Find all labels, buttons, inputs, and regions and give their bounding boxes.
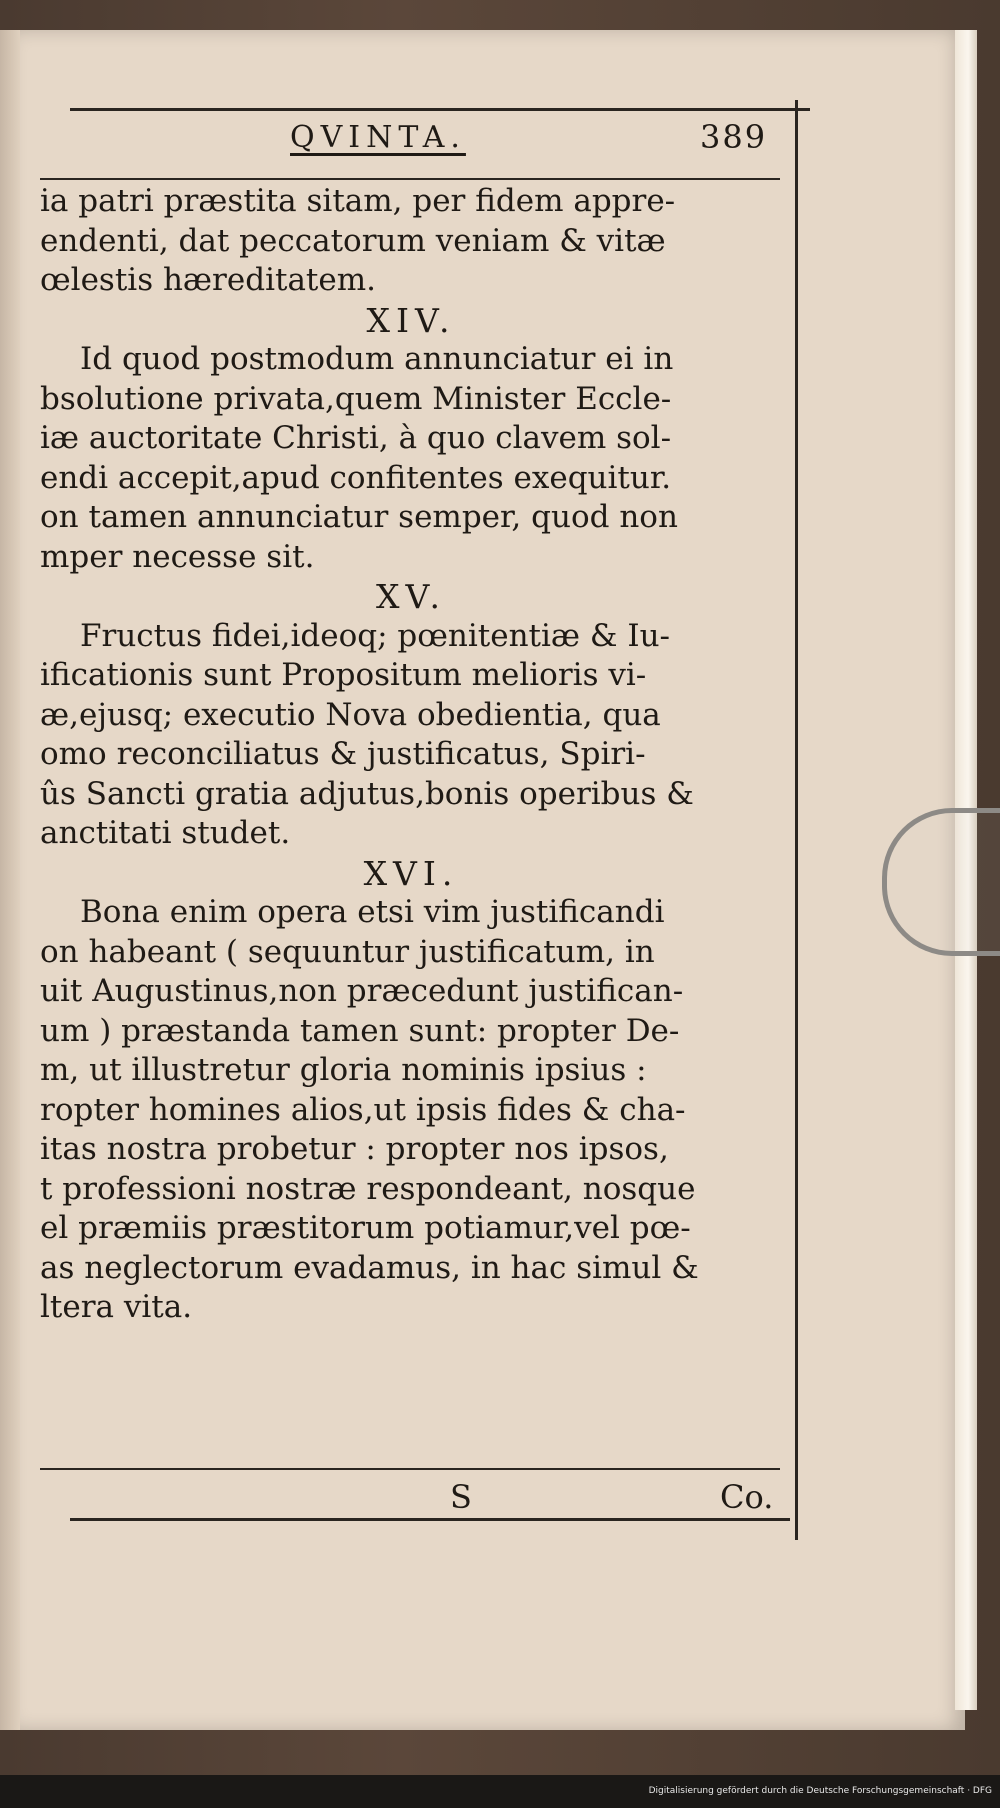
section-number: XV.: [375, 577, 447, 616]
text-line: œlestis hæreditatem.: [40, 262, 376, 298]
running-head: QVINTA.: [290, 120, 466, 155]
text-line: æ,ejusq; executio Nova obedientia, qua: [40, 696, 661, 733]
text-line: ropter homines alios,ut ipsis fides & cha-: [40, 1091, 686, 1128]
text-line: anctitati studet.: [40, 815, 291, 851]
text-line: ltera vita.: [40, 1289, 193, 1325]
text-line: endi accepit,apud confitentes exequitur.: [40, 459, 672, 496]
section-number: XVI.: [363, 853, 459, 893]
text-block: [40, 100, 798, 1540]
text-line: as neglectorum evadamus, in hac simul &: [40, 1249, 699, 1286]
text-line: um ) præstanda tamen sunt: propter De-: [40, 1012, 680, 1049]
text-line: ûs Sancti gratia adjutus,bonis operibus &: [40, 775, 694, 812]
text-line: omo reconciliatus & justificatus, Spiri-: [40, 736, 646, 772]
text-line: el præmiis præstitorum potiamur,vel pœ-: [40, 1210, 691, 1246]
text-line: Bona enim opera etsi vim justificandi: [80, 894, 665, 930]
text-line: Fructus fidei,ideoq; pœnitentiæ & Iu-: [80, 617, 671, 654]
text-line: m, ut illustretur gloria nominis ipsius :: [40, 1052, 647, 1088]
book-page: [20, 30, 965, 1730]
bottom-rule: [40, 1468, 780, 1470]
top-rule: [70, 108, 810, 111]
text-line: on habeant ( sequuntur justificatum, in: [40, 933, 655, 970]
text-line: endenti, dat peccatorum veniam & vitæ: [40, 222, 666, 259]
text-line: Id quod postmodum annunciatur ei in: [80, 341, 674, 377]
section-number: XIV.: [366, 300, 456, 340]
page-number: 389: [700, 118, 768, 156]
text-line: ia patri præstita sitam, per fidem appre-: [40, 183, 676, 219]
text-line: on tamen annunciatur semper, quod non: [40, 499, 678, 535]
lower-rule: [70, 1518, 790, 1521]
text-line: t professioni nostræ respondeant, nosque: [40, 1170, 696, 1207]
catchword: Co.: [720, 1478, 774, 1516]
text-line: uit Augustinus,non præcedunt justifican-: [40, 973, 684, 1009]
text-line: itas nostra probetur : propter nos ipsos,: [40, 1131, 669, 1167]
text-line: bsolutione privata,quem Minister Eccle-: [40, 380, 672, 417]
footer-credit: Digitalisierung gefördert durch die Deutsche Forschungsgemeinschaft · DFG: [648, 1786, 992, 1796]
text-line: iæ auctoritate Christi, à quo clavem sol-: [40, 420, 672, 456]
text-line: ificationis sunt Propositum melioris vi-: [40, 657, 647, 693]
body-text: [40, 182, 782, 1328]
text-line: mper necesse sit.: [40, 538, 315, 575]
signature-mark: S: [450, 1478, 472, 1516]
head-rule: [40, 178, 780, 180]
